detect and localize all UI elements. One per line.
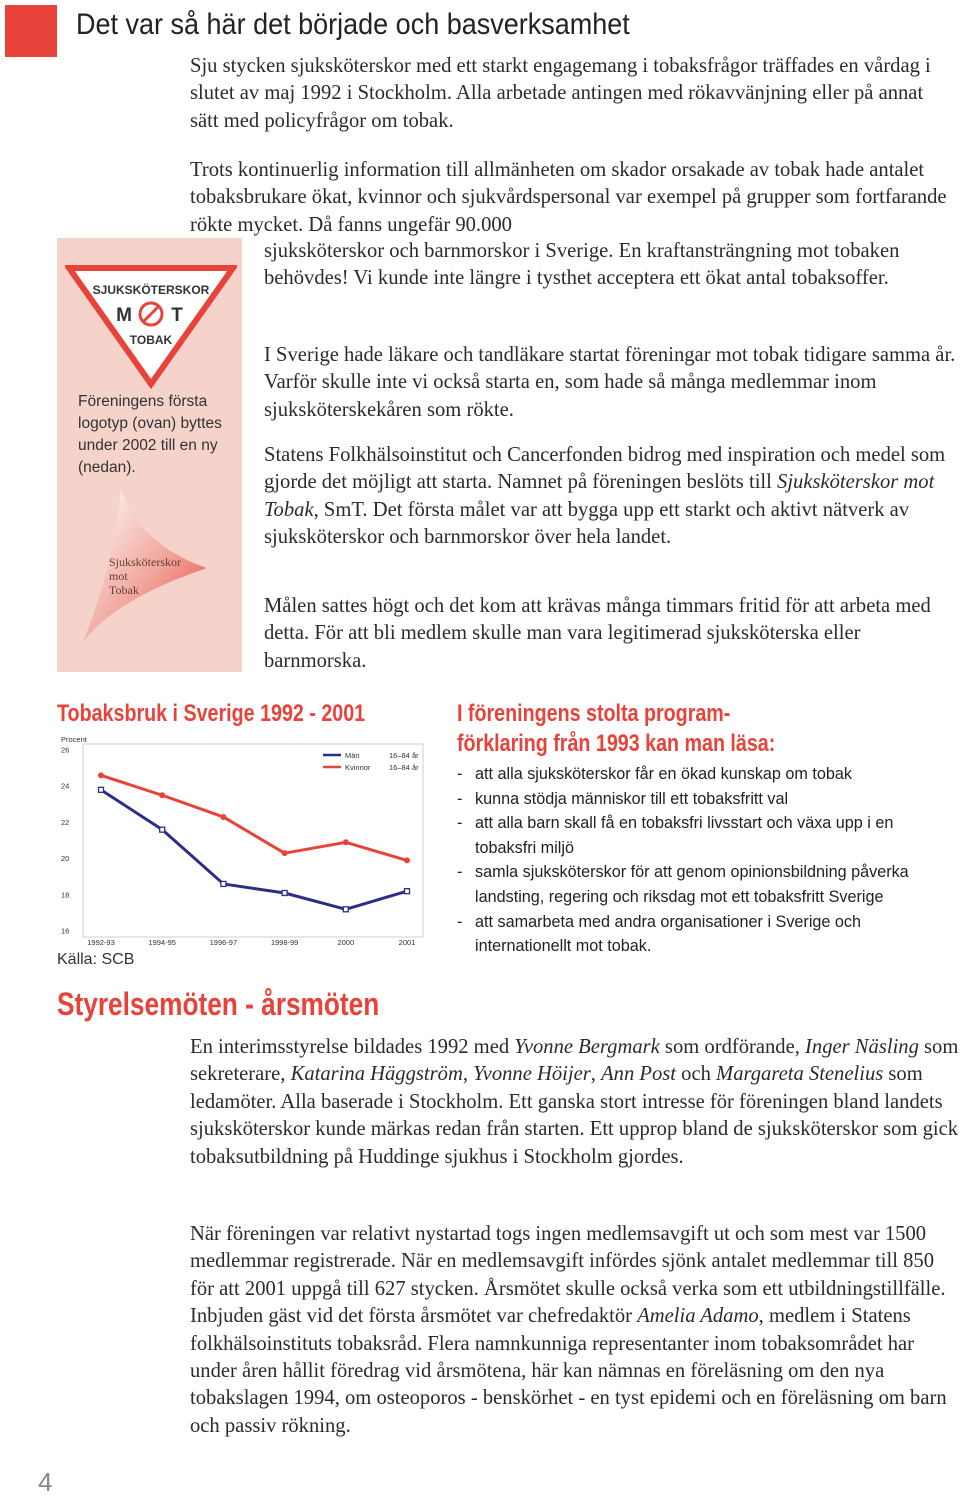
x-tick-label: 2000 xyxy=(337,938,355,947)
x-tick-label: 1998-99 xyxy=(270,938,299,947)
intro-paragraph-1: Sju stycken sjuksköterskor med ett starkt engagemang i tobaksfrågor träffades en vårdag i slutet av maj 1992 i Stockholm. Alla arbetade antingen med rökavvänjning eller på annat sätt med policyfrågor om tobak. xyxy=(190,55,931,132)
old-logo-letter-t: T xyxy=(171,305,183,326)
y-tick-label: 24 xyxy=(61,781,70,791)
data-point xyxy=(282,850,288,856)
series-line-man xyxy=(101,790,407,909)
new-logo-line1: Sjuksköterskor xyxy=(109,555,181,569)
intro-paragraph-4: Statens Folkhälsoinstitut och Cancerfonden bidrog med inspiration och medel som gjorde det möjligt att starta. Namnet på föreningen beslöts till Sjuksköterskor mot Tobak, SmT. Det första målet var att bygga upp ett starkt och aktivt nätverk av sjuksköterskor och barnmorskor över hela landet. xyxy=(264,444,946,549)
plot-area xyxy=(83,744,423,937)
data-point xyxy=(404,857,410,863)
data-point xyxy=(343,839,349,845)
logo-sidebar xyxy=(57,238,242,672)
data-point xyxy=(282,890,287,895)
series-line-kvinnor xyxy=(101,775,407,860)
new-logo-line3: Tobak xyxy=(109,583,139,597)
program-heading-line1: I föreningens stolta program- xyxy=(457,700,731,727)
y-tick-label: 22 xyxy=(61,817,70,827)
logo-caption: Föreningens första logotyp (ovan) byttes under 2002 till en ny (nedan). xyxy=(78,393,222,476)
person-name: Yvonne Bergmark xyxy=(514,1036,660,1058)
old-logo-bottom-text: TOBAK xyxy=(129,333,173,347)
y-axis-label: Procent xyxy=(61,735,87,744)
data-point xyxy=(220,814,226,820)
legend-range: 16–84 år xyxy=(389,763,419,772)
list-item: - samla sjuksköterskor för att genom opinionsbildning påverka landsting, regering och riksdag mot ett tobaksfritt Sverige xyxy=(457,860,947,909)
x-tick-label: 1992-93 xyxy=(87,938,115,947)
data-point xyxy=(343,907,348,912)
list-item: - kunna stödja människor till ett tobaksfritt val xyxy=(457,787,947,812)
legend-range: 16–84 år xyxy=(389,751,419,760)
person-name: Ann Post xyxy=(601,1063,677,1086)
old-logo-letter-m: M xyxy=(116,305,132,326)
association-name: Sjuksköterskor mot Tobak xyxy=(264,471,935,521)
data-point xyxy=(98,772,104,778)
person-name: Yvonne Höijer xyxy=(473,1063,591,1086)
intro-paragraph-3: I Sverige hade läkare och tandläkare startat föreningar mot tobak tidigare samma år. Varför skulle inte vi också starta en, som hade så många medlemmar inom sjuksköterskekåren som rökte. xyxy=(264,344,956,421)
list-item: - att samarbeta med andra organisationer i Sverige och internationellt mot tobak. xyxy=(457,910,947,959)
y-tick-label: 18 xyxy=(61,890,70,900)
person-name: Margareta Stenelius xyxy=(716,1063,884,1086)
x-tick-label: 1996-97 xyxy=(209,938,238,947)
intro-paragraph-2a: Trots kontinuerlig information till allmänheten om skador orsakade av tobak hade antalet tobaksbrukare ökat, kvinnor och sjukvårdspersonal var exempel på grupper som fortfarande rökte mycket. Då fanns ungefär 90.000 xyxy=(190,159,947,236)
data-point xyxy=(99,787,104,792)
y-tick-label: 20 xyxy=(61,854,70,864)
old-logo-top-text: SJUKSKÖTERSKOR xyxy=(92,283,210,297)
chart-source: Källa: SCB xyxy=(57,951,135,968)
header-accent-square xyxy=(5,5,57,57)
new-logo-line2: mot xyxy=(109,569,128,583)
y-tick-label: 26 xyxy=(61,745,70,755)
legend-label: Män xyxy=(345,751,360,760)
page-number: 4 xyxy=(38,1467,53,1497)
old-logo xyxy=(65,264,237,390)
person-name: Amelia Adamo xyxy=(637,1305,759,1328)
program-heading-line2: förklaring från 1993 kan man läsa: xyxy=(457,730,776,757)
data-point xyxy=(221,881,226,886)
list-item: - att alla sjuksköterskor får en ökad kunskap om tobak xyxy=(457,762,947,787)
legend-label: Kvinnor xyxy=(345,763,371,772)
x-tick-label: 1994-95 xyxy=(148,938,176,947)
data-point xyxy=(159,792,165,798)
intro-paragraph-2b: sjuksköterskor och barnmorskor i Sverige. En kraftansträngning mot tobaken behövdes! Vi kunde inte längre i tysthet acceptera ett ökat antal tobaksoffer. xyxy=(264,240,900,290)
meetings-heading: Styrelsemöten - årsmöten xyxy=(57,986,380,1022)
x-tick-label: 2001 xyxy=(398,938,416,947)
y-tick-label: 16 xyxy=(61,926,70,936)
data-point xyxy=(160,827,165,832)
tobacco-use-chart xyxy=(57,732,427,958)
data-point xyxy=(405,889,410,894)
list-item: - att alla barn skall få en tobaksfri livsstart och växa upp i en tobaksfri miljö xyxy=(457,811,947,860)
program-list xyxy=(457,762,947,959)
new-logo xyxy=(79,488,219,648)
person-name: Inger Näsling xyxy=(805,1036,919,1058)
meetings-paragraph-2: När föreningen var relativt nystartad togs ingen medlemsavgift ut och som mest var 1500 medlemmar registrerade. När en medlemsavgift infördes sjönk antalet medlemmar till 850 för att 2001 uppgå till 627 stycken. Årsmötet skulle också verka som ett utbildningstillfälle. Inbjuden gäst vid det första årsmötet var chefredaktör Amelia Adamo, medlem i Statens folkhälsoinstituts tobaksråd. Flera namnkunniga representanter inom tobaksområdet har under åren hållit föredrag vid årsmötena, här kan nämnas en föreläsning om den nya tobakslagen 1994, om osteoporos - benskörhet - en tyst epidemi och en föreläsning om barn och passiv rökning. xyxy=(190,1223,947,1437)
person-name: Katarina Häggström xyxy=(290,1063,463,1086)
intro-paragraph-5: Målen sattes högt och det kom att krävas många timmars fritid för att arbeta med detta. För att bli medlem skulle man vara legitimerad sjuksköterska eller barnmorska. xyxy=(264,595,931,672)
page-title: Det var så här det började och basverksamhet xyxy=(76,8,630,41)
chart-title: Tobaksbruk i Sverige 1992 - 2001 xyxy=(57,700,366,727)
meetings-paragraph-1: En interimsstyrelse bildades 1992 med Yvonne Bergmark som ordförande, Inger Näsling som sekreterare, Katarina Häggström, Yvonne Höijer, Ann Post och Margareta Stenelius som ledamöter. Alla baserade i Stockholm. Ett ganska stort intresse för föreningen bland landets sjuksköterskor kunde märkas redan från starten. Ett upprop bland de sjuksköterskor som gick tobaksutbildning på Huddinge sjukhus i Stockholm gjordes. xyxy=(190,1036,959,1168)
